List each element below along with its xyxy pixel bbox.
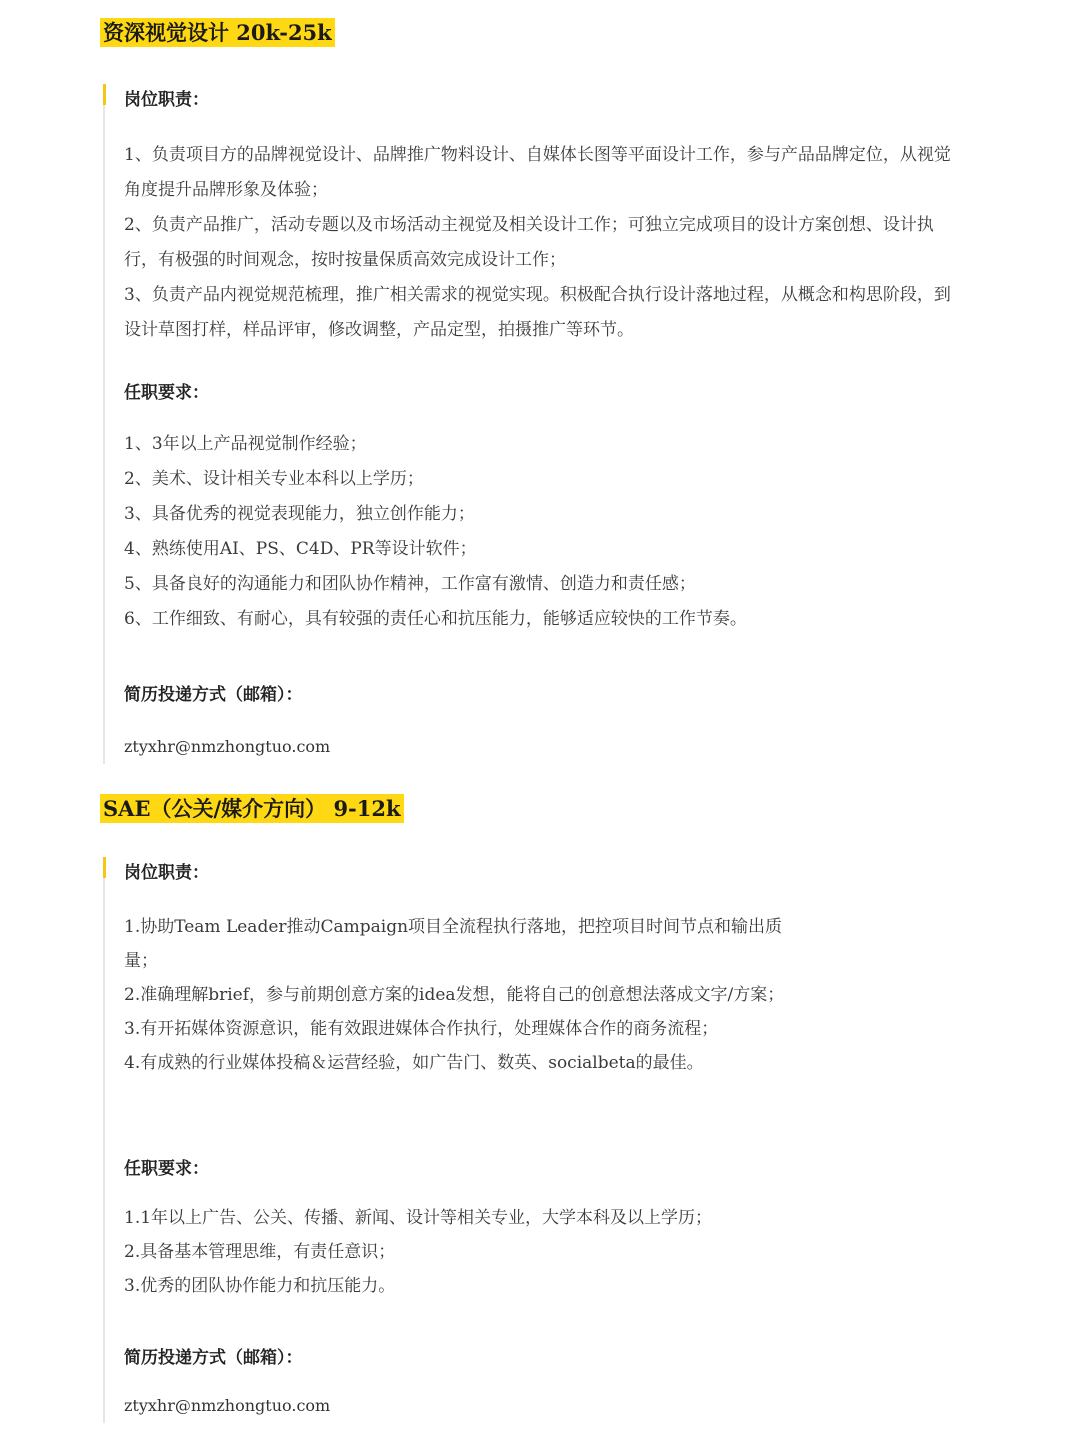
list-item: 2、美术、设计相关专业本科以上学历； (124, 469, 424, 489)
side-rule (103, 105, 105, 764)
responsibilities-heading: 岗位职责： (124, 863, 209, 883)
requirements-heading: 任职要求： (124, 1159, 209, 1179)
email-address[interactable]: ztyxhr@nmzhongtuo.com (124, 1396, 331, 1415)
accent-bar (103, 857, 106, 878)
job-title: SAE（公关/媒介方向） 9-12k (100, 794, 404, 823)
job-title: 资深视觉设计 20k-25k (100, 18, 335, 47)
responsibilities-list (124, 138, 959, 348)
requirements-list (124, 427, 959, 637)
list-item: 3.优秀的团队协作能力和抗压能力。 (124, 1276, 396, 1296)
email-address[interactable]: ztyxhr@nmzhongtuo.com (124, 737, 331, 756)
list-item: 4.有成熟的行业媒体投稿＆运营经验，如广告门、数英、socialbeta的最佳。 (124, 1053, 704, 1073)
responsibilities-heading: 岗位职责： (124, 90, 209, 110)
job-details (103, 84, 1003, 764)
responsibilities-list (124, 910, 804, 1080)
list-item: 1、3年以上产品视觉制作经验； (124, 434, 367, 454)
requirements-list (124, 1201, 804, 1303)
list-item: 6、工作细致、有耐心，具有较强的责任心和抗压能力，能够适应较快的工作节奏。 (124, 609, 747, 629)
list-item: 1、负责项目方的品牌视觉设计、品牌推广物料设计、自媒体长图等平面设计工作，参与产品品牌定位，从视觉角度提升品牌形象及体验； (124, 145, 951, 200)
list-item: 2、负责产品推广，活动专题以及市场活动主视觉及相关设计工作；可独立完成项目的设计方案创想、设计执行，有极强的时间观念，按时按量保质高效完成设计工作； (124, 215, 934, 270)
job-details (103, 857, 1003, 1423)
contact-heading: 简历投递方式（邮箱）： (124, 685, 303, 705)
list-item: 4、熟练使用AI、PS、C4D、PR等设计软件； (124, 539, 477, 559)
list-item: 1.协助Team Leader推动Campaign项目全流程执行落地，把控项目时间节点和输出质量； (124, 917, 783, 971)
list-item: 5、具备良好的沟通能力和团队协作精神，工作富有激情、创造力和责任感； (124, 574, 696, 594)
list-item: 3、具备优秀的视觉表现能力，独立创作能力； (124, 504, 475, 524)
list-item: 2.准确理解brief，参与前期创意方案的idea发想，能将自己的创意想法落成文字/方案； (124, 985, 785, 1005)
contact-heading: 简历投递方式（邮箱）： (124, 1348, 303, 1368)
requirements-heading: 任职要求： (124, 383, 209, 403)
accent-bar (103, 84, 106, 105)
list-item: 2.具备基本管理思维，有责任意识； (124, 1242, 396, 1262)
list-item: 3、负责产品内视觉规范梳理，推广相关需求的视觉实现。积极配合执行设计落地过程，从概念和构思阶段，到设计草图打样，样品评审，修改调整，产品定型，拍摄推广等环节。 (124, 285, 951, 340)
list-item: 3.有开拓媒体资源意识，能有效跟进媒体合作执行，处理媒体合作的商务流程； (124, 1019, 719, 1039)
side-rule (103, 878, 105, 1423)
list-item: 1.1年以上广告、公关、传播、新闻、设计等相关专业，大学本科及以上学历； (124, 1208, 713, 1228)
